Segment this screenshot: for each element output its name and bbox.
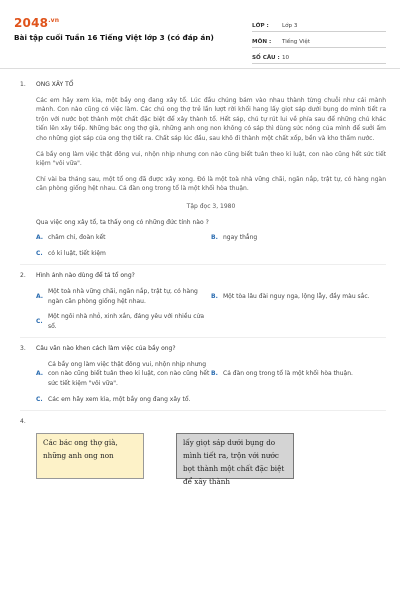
matching-box-left[interactable]: Các bác ong thợ già, những anh ong non [36, 433, 144, 479]
option-letter: A. [36, 370, 44, 378]
option-letter: C. [36, 317, 43, 325]
meta-key: SỐ CÂU : [252, 55, 280, 61]
question-2 [20, 271, 386, 281]
meta-key: MÔN : [252, 39, 272, 45]
logo-text: 2048 [14, 16, 49, 30]
question-text: Hình ảnh nào dùng để tả tổ ong? [36, 272, 135, 280]
header [14, 14, 386, 64]
options-row [36, 249, 386, 259]
question-3 [20, 344, 386, 354]
meta-row-class [252, 16, 386, 32]
option-b[interactable] [211, 360, 386, 389]
option-letter: A. [36, 234, 44, 242]
page-title: Bài tập cuối Tuần 16 Tiếng Việt lớp 3 (có đáp án) [14, 33, 214, 42]
option-text: có kỉ luật, tiết kiệm [48, 249, 106, 257]
question-text: Qua việc ong xây tổ, ta thấy ong có những đức tính nào ? [36, 218, 209, 226]
question-separator [20, 264, 386, 265]
matching-boxes [36, 433, 386, 486]
logo-suffix: .vn [48, 17, 60, 24]
option-text: Một toà nhà vững chãi, ngăn nắp, trật tự, có hàng ngàn căn phòng giống hệt nhau. [48, 287, 198, 305]
question-number: 4. [20, 418, 26, 426]
questions [20, 78, 386, 486]
passage-paragraph: Chỉ vài ba tháng sau, một tổ ong đã được xây xong. Đó là một toà nhà vững chãi, ngăn nắp, trật tự, có hàng ngàn căn phòng giống hệt nhau. Cả đàn ong trong tổ là một khối hòa thuận. [36, 175, 386, 193]
option-a[interactable] [36, 360, 211, 389]
meta-value: 10 [282, 55, 290, 61]
meta-key: LỚP : [252, 23, 269, 29]
option-c[interactable] [36, 312, 211, 331]
question-separator [20, 410, 386, 411]
site-logo[interactable] [14, 16, 59, 30]
option-text: Cả bầy ong làm việc thật đông vui, nhộn nhịp nhưng con nào cũng biết tuân theo kỉ luật, con nào cũng hết sức tiết kiệm "vôi vữa". [48, 360, 210, 388]
options-row [36, 233, 386, 243]
option-text: ngay thẳng [223, 234, 258, 242]
question-number: 2. [20, 272, 26, 280]
option-b[interactable] [211, 287, 386, 306]
question-text: Câu văn nào khen cách làm việc của bầy ong? [36, 345, 176, 353]
passage-title: ONG XÂY TỔ [36, 81, 74, 88]
option-text: Các em hãy xem kìa, một bầy ong đang xây tổ. [48, 395, 191, 403]
option-letter: C. [36, 395, 43, 403]
question-number: 3. [20, 345, 26, 353]
option-a[interactable] [36, 233, 211, 243]
matching-box-right[interactable]: lấy giọt sáp dưới bụng do mình tiết ra, trộn với nước bọt thành một chất đặc biệt để xây thành [176, 433, 294, 479]
option-text: Cả đàn ong trong tổ là một khối hòa thuận. [223, 370, 353, 378]
option-a[interactable] [36, 287, 211, 306]
options-row [36, 360, 386, 389]
option-b[interactable] [211, 233, 386, 243]
header-divider [0, 68, 400, 69]
meta-value: Lớp 3 [282, 23, 298, 29]
passage-paragraph: Cả bầy ong làm việc thật đông vui, nhộn nhịp nhưng con nào cũng biết tuân theo kỉ luật, con nào cũng hết sức tiết kiệm "vôi vữa". [36, 150, 386, 168]
meta-row-count [252, 48, 386, 64]
options-row [36, 395, 386, 405]
option-letter: C. [36, 249, 43, 257]
options-row [36, 312, 386, 331]
question-separator [20, 337, 386, 338]
passage-source: Tập đọc 3, 1980 [186, 202, 236, 210]
options-row [36, 287, 386, 306]
question-number: 1. [20, 81, 26, 88]
option-c[interactable] [36, 395, 211, 405]
meta-row-subject [252, 32, 386, 48]
passage-paragraph: Các em hãy xem kìa, một bầy ong đang xây tổ. Lúc đầu chúng bám vào nhau thành từng chuỗi như cái mành mành. Con nào cũng có việc làm. Các chú ong thợ trẻ lần lượt rời khối hang lấy giọt sáp dưới bụng do mình tiết ra trộn với nước bọt thành một chất đặc biệt để xây thành tổ. Hết sáp, chú tự rút lui về phía sau để những chú khác tiến lên xây tiếp. Những bác ong thợ già, những anh ong non không có sáp thì dùng sức nóng của mình để sưởi ấm cho những giọt sáp của ong thợ tiết ra. Chất sáp lúc đầu, sau khô đi thành một chất xốp, bền và kho thấm nước. [36, 96, 386, 142]
question-text [36, 417, 386, 427]
option-text: Một tòa lâu đài nguy nga, lộng lẫy, đầy màu sắc. [223, 292, 370, 300]
option-letter: B. [211, 370, 218, 378]
meta-value: Tiếng Việt [282, 39, 311, 45]
question-1 [20, 80, 386, 90]
option-letter: A. [36, 292, 44, 300]
meta-table [252, 16, 386, 64]
question-4 [20, 417, 386, 427]
option-letter: B. [211, 234, 218, 242]
option-text: chăm chỉ, đoàn kết [48, 234, 106, 242]
option-c[interactable] [36, 249, 211, 259]
option-letter: B. [211, 292, 218, 300]
option-text: Một ngôi nhà nhỏ, xinh xắn, đáng yêu với nhiều cửa sổ. [48, 313, 205, 330]
